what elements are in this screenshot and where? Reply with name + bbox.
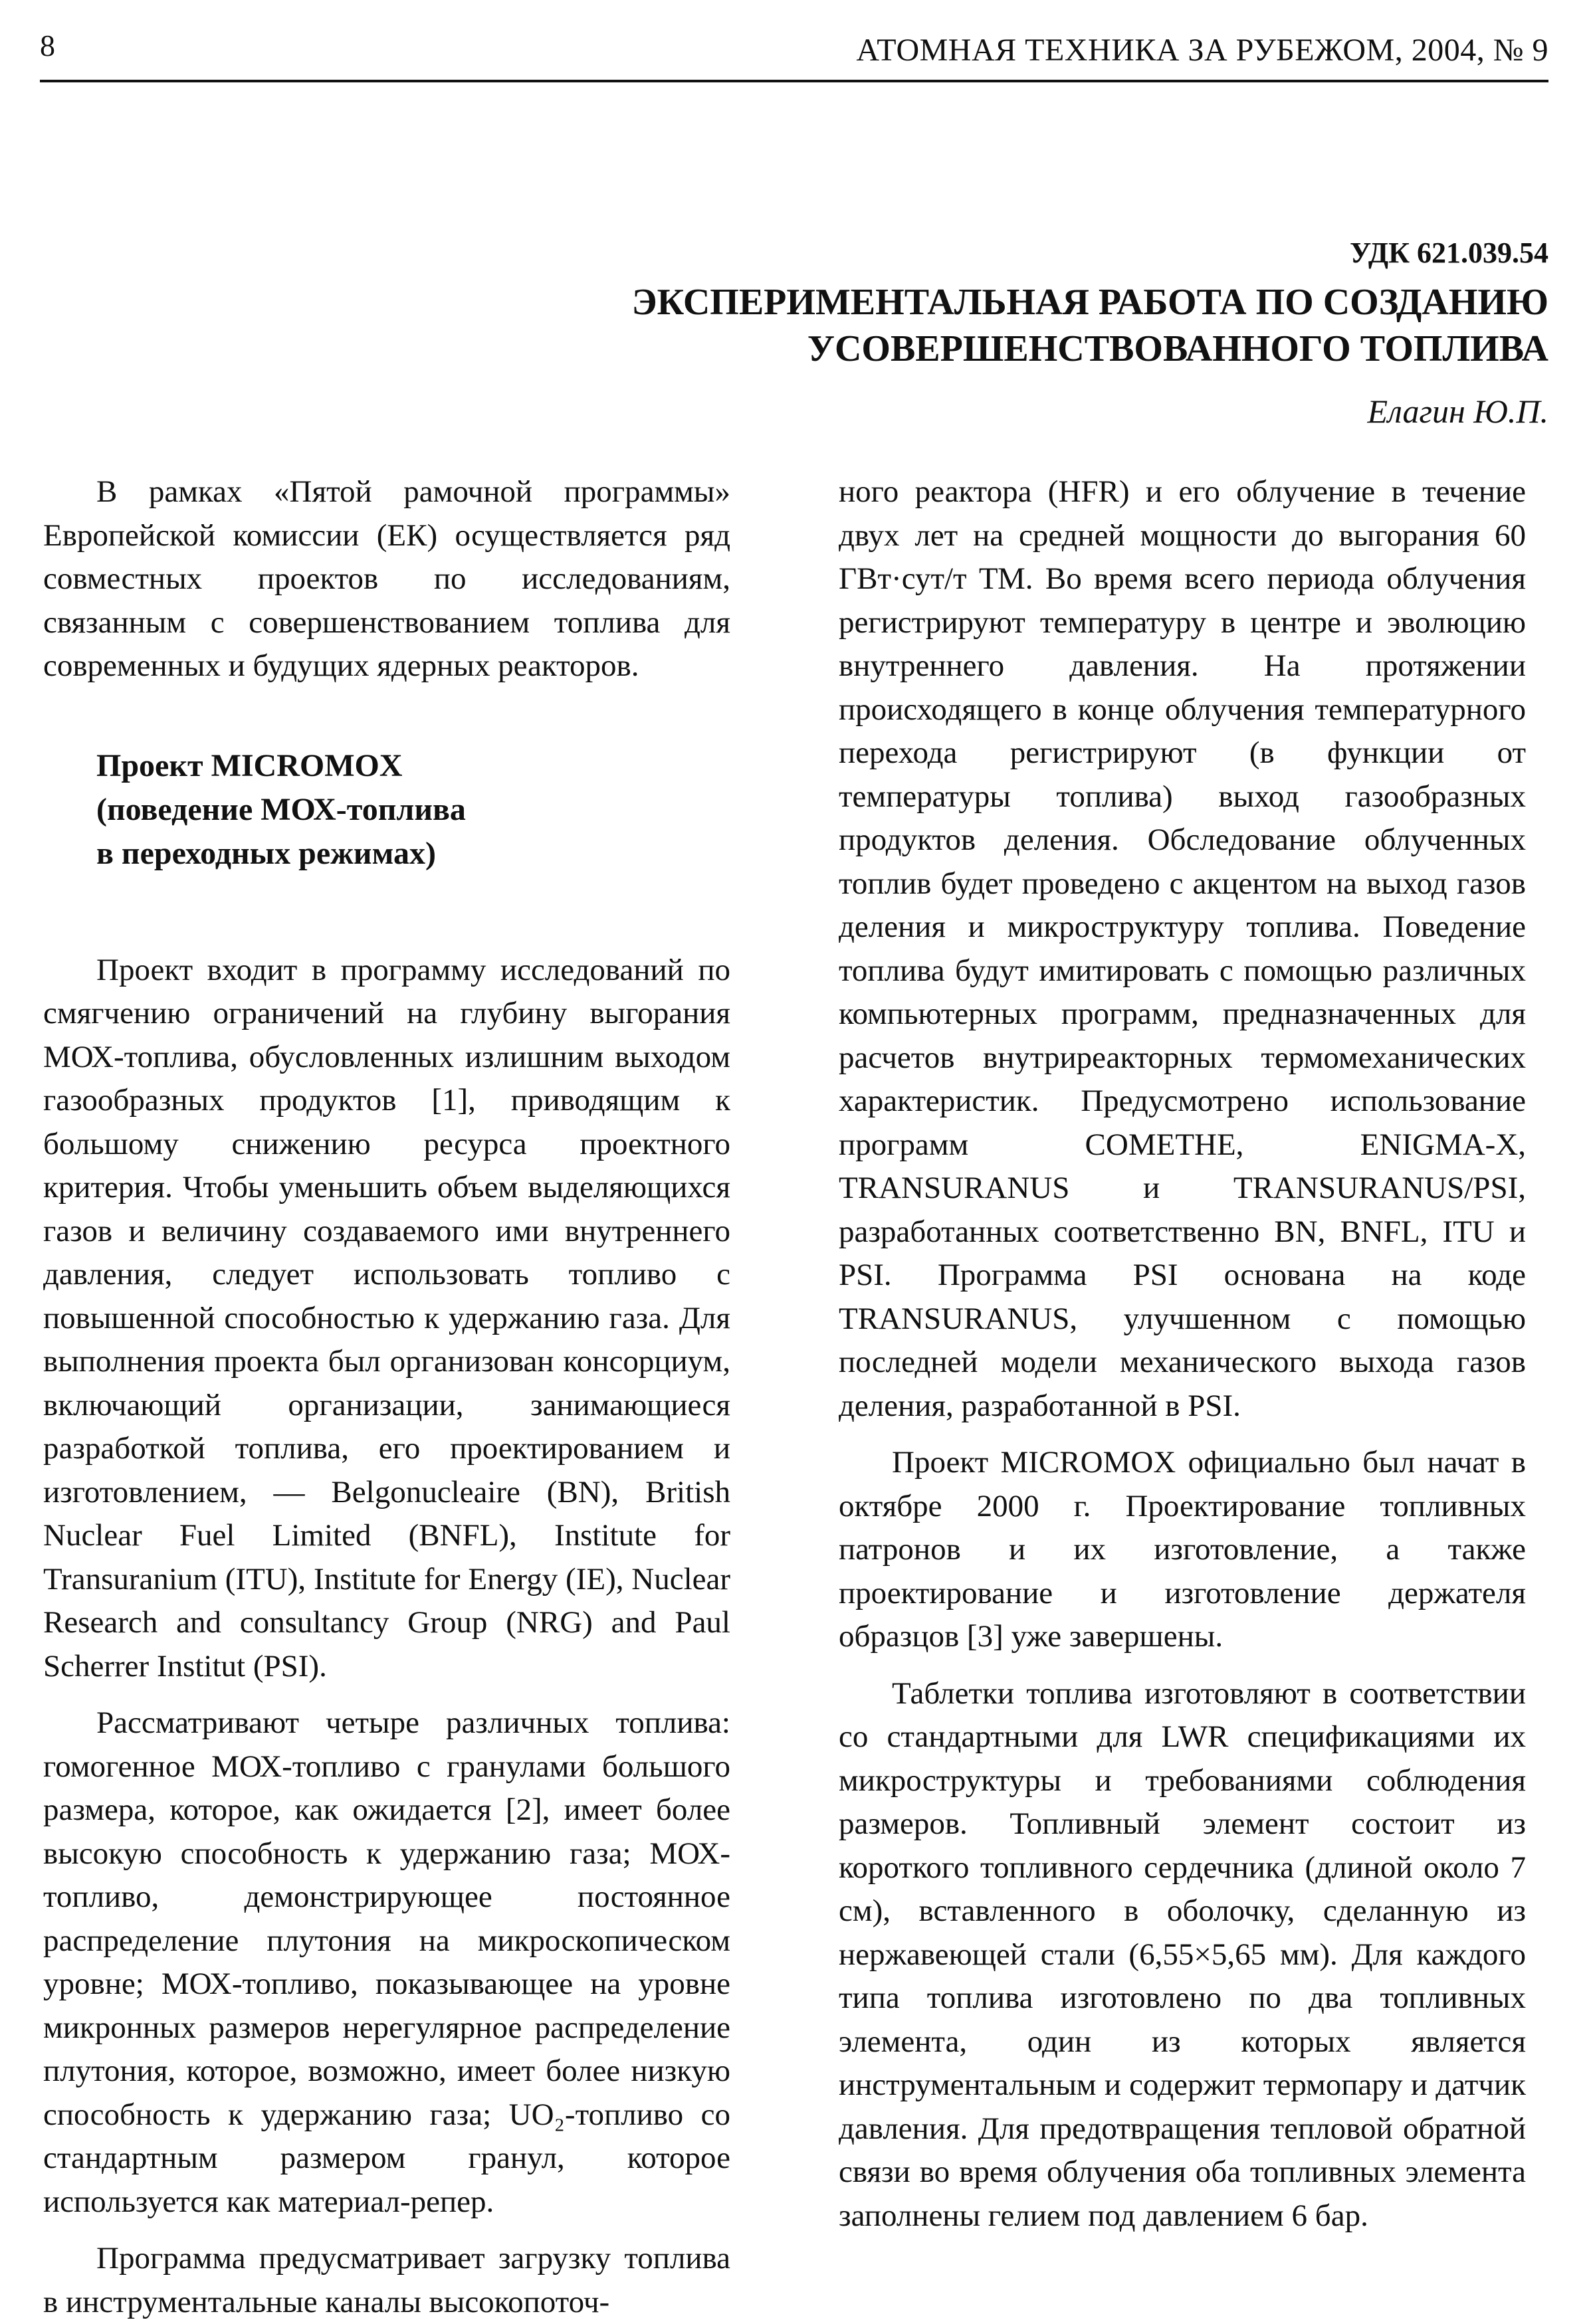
section-heading [96, 744, 730, 876]
article-title [485, 279, 1548, 372]
body-paragraph: ного реактора (HFR) и его облучение в течение двух лет на средней мощности до выгорания 60 ГВт·сут/т ТМ. Во время всего периода облучения регистрируют температуру в центре и эволюцию внутреннего давления. На протяжении происходящего в конце облучения температурного перехода регистрируют (в функции от температуры топлива) выход газообразных продуктов деления. Обследование облученных топлив будет проведено с акцентом на выход газов деления и микроструктуру топлива. Поведение топлива будут имитировать с помощью различных компьютерных программ, предназначенных для расчетов внутриреакторных термомеханических характеристик. Предусмотрено использование программ COMETHE, ENIGMA-X, TRANSURANUS и TRANSURANUS/PSI, разработанных соответственно BN, BNFL, ITU и PSI. Программа PSI основана на коде TRANSURANUS, улучшенном с помощью последней модели механического выхода газов деления, разработанной в PSI. [839, 474, 1526, 1423]
body-paragraph: Проект входит в программу исследований по смягчению ограничений на глубину выгорания МОХ-топлива, обусловленных излишним выходом газообразных продуктов [1], приводящим к большому снижению ресурса проектного критерия. Чтобы уменьшить объем выделяющихся газов и величину создаваемого ими внутреннего давления, следует использовать топливо с повышенной способностью к удержанию газа. Для выполнения проекта был организован консорциум, включающий организации, занимающиеся разработкой топлива, его проектированием и изготовлением, — Belgonucleaire (BN), British Nuclear Fuel Limited (BNFL), Institute for Transuranium (ITU), Institute for Energy (IE), Nuclear Research and consultancy Group (NRG) and Paul Scherrer Institut (PSI). [43, 952, 730, 1684]
intro-paragraph: В рамках «Пятой рамочной программы» Европейской комиссии (ЕК) осуществляется ряд совместных проектов по исследованиям, связанным с совершенствованием топлива для современных и будущих ядерных реакторов. [43, 474, 730, 683]
running-header [40, 27, 1548, 82]
article-title-line-1: ЭКСПЕРИМЕНТАЛЬНАЯ РАБОТА ПО СОЗДАНИЮ [631, 282, 1548, 323]
right-column [839, 470, 1526, 2238]
body-paragraph: Таблетки топлива изготовляют в соответствии со стандартными для LWR спецификациями их микроструктуры и требованиями соблюдения размеров. Топливный элемент состоит из короткого топливного сердечника (длиной около 7 см), вставленного в оболочку, сделанную из нержавеющей стали (6,55×5,65 мм). Для каждого типа топлива изготовлено по два топливных элемента, один из которых является инструментальным и содержит термопару и датчик давления. Для предотвращения тепловой обратной связи во время облучения оба топливных элемента заполнены гелием под давлением 6 бар. [839, 1676, 1526, 2233]
journal-title: АТОМНАЯ ТЕХНИКА ЗА РУБЕЖОМ, 2004, № 9 [856, 33, 1548, 68]
body-paragraph: Программа предусматривает загрузку топлива в инструментальные каналы высокопоточ- [43, 2241, 730, 2319]
udk-code: УДК 621.039.54 [1349, 237, 1548, 269]
left-column [43, 470, 730, 2324]
author-name: Елагин Ю.П. [1367, 393, 1548, 430]
section-heading-line-3: в переходных режимах) [96, 835, 436, 871]
page-number: 8 [40, 29, 55, 62]
body-paragraph: Рассматривают четыре различных топлива: гомогенное МОХ-топливо с гранулами большого размера, которое, как ожидается [2], имеет более высокую способность к удержанию газа; МОХ-топливо, демонстрирующее постоянное распределение плутония на микроскопическом уровне; МОХ-топливо, показывающее на уровне микронных размеров нерегулярное распределение плутония, которое, возможно, имеет более низкую способность к удержанию газа; UO₂-топливо со стандартным размером гранул, которое используется как материал-репер. [43, 1705, 730, 2219]
section-heading-line-2: (поведение МОХ-топлива [96, 791, 466, 827]
article-title-line-2: УСОВЕРШЕНСТВОВАННОГО ТОПЛИВА [807, 328, 1548, 369]
section-heading-line-1: Проект MICROMOX [96, 747, 403, 783]
body-paragraph: Проект MICROMOX официально был начат в октябре 2000 г. Проектирование топливных патронов и их изготовление, а также проектирование и изготовление держателя образцов [3] уже завершены. [839, 1445, 1526, 1654]
